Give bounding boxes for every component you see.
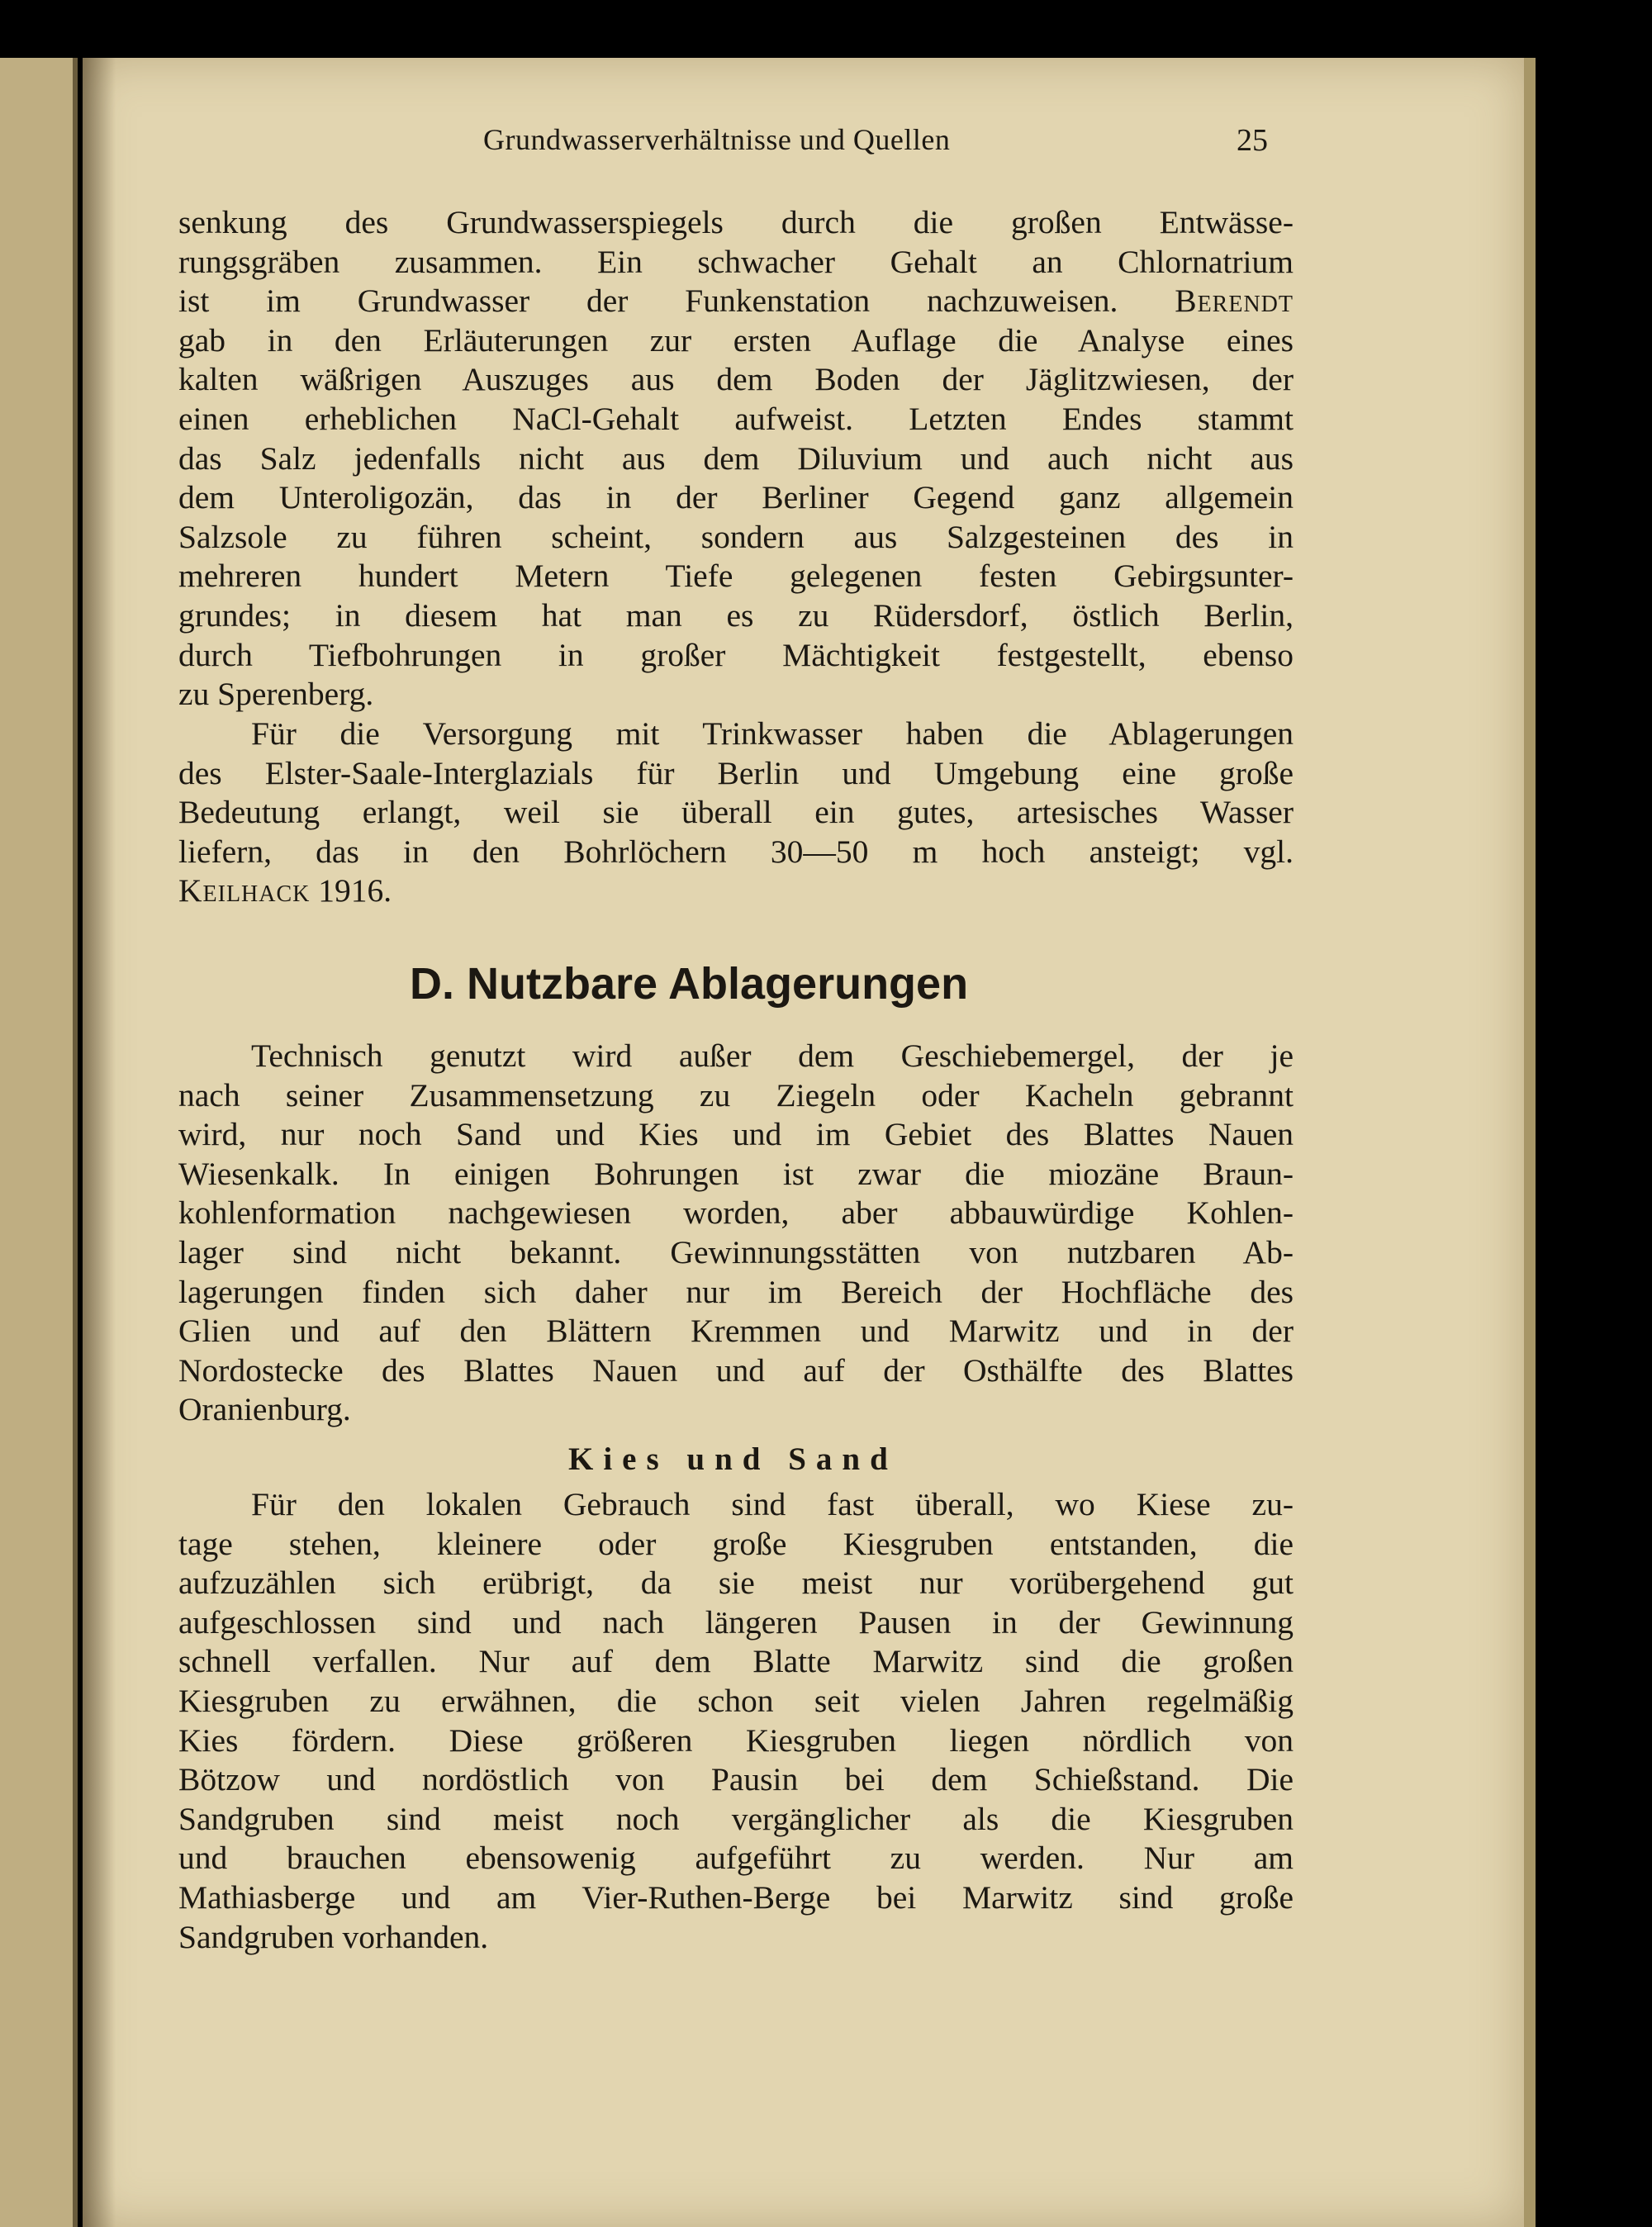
text-line: aufgeschlossen sind und nach längeren Pausen in der Gewinnung xyxy=(178,1603,1294,1641)
running-title: Grundwasserverhältnisse und Quellen xyxy=(483,123,951,156)
previous-page-edge xyxy=(0,58,78,2227)
paragraph-gravel-sand xyxy=(178,1485,1294,1957)
text-line: grundes; in diesem hat man es zu Rüdersdorf, östlich Berlin, xyxy=(178,596,1294,634)
paragraph-salt-origin xyxy=(178,203,1294,715)
spine-shadow xyxy=(83,58,116,2227)
text-line: einen erheblichen NaCl-Gehalt aufweist. Letzten Endes stammt xyxy=(178,400,1294,437)
text-line: zu Sperenberg. xyxy=(178,676,374,713)
text-line: aufzuzählen sich erübrigt, da sie meist nur vorübergehend gut xyxy=(178,1565,1294,1602)
text-line: kalten wäßrigen Auszuges aus dem Boden der Jäglitzwiesen, der xyxy=(178,361,1294,398)
text-line: nach seiner Zusammensetzung zu Ziegeln oder Kacheln gebrannt xyxy=(178,1076,1294,1114)
text-line-fragment: ist im Grundwasser der Funkenstation nachzuweisen. xyxy=(178,283,1118,320)
text-line: Kiesgruben zu erwähnen, die schon seit vielen Jahren regelmäßig xyxy=(178,1682,1294,1719)
text-line xyxy=(178,282,1294,321)
text-line: rungsgräben zusammen. Ein schwacher Gehalt an Chlornatrium xyxy=(178,243,1294,280)
citation-author: Keilhack xyxy=(178,872,311,909)
section-heading: D. Nutzbare Ablagerungen xyxy=(410,959,969,1009)
text-line: gab in den Erläuterungen zur ersten Auflage die Analyse eines xyxy=(178,321,1294,359)
text-line: Für die Versorgung mit Trinkwasser haben die Ablagerungen xyxy=(251,715,1294,752)
text-line: mehreren hundert Metern Tiefe gelegenen festen Gebirgsunter- xyxy=(178,558,1294,595)
text-line: durch Tiefbohrungen in großer Mächtigkeit festgestellt, ebenso xyxy=(178,636,1294,673)
text-line: schnell verfallen. Nur auf dem Blatte Marwitz sind die großen xyxy=(178,1643,1294,1680)
text-line: tage stehen, kleinere oder große Kiesgruben entstanden, die xyxy=(178,1525,1294,1562)
text-line: Nordostecke des Blattes Nauen und auf der Osthälfte des Blattes xyxy=(178,1351,1294,1389)
page-right-edge xyxy=(1524,58,1536,2227)
text-line: Wiesenkalk. In einigen Bohrungen ist zwar die miozäne Braun- xyxy=(178,1155,1294,1192)
text-line: Technisch genutzt wird außer dem Geschiebemergel, der je xyxy=(251,1038,1294,1074)
text-line: Oranienburg. xyxy=(178,1391,351,1428)
text-line xyxy=(178,871,1294,911)
text-line: dem Unteroligozän, das in der Berliner Gegend ganz allgemein xyxy=(178,479,1294,516)
text-line: Sandgruben vorhanden. xyxy=(178,1918,489,1955)
page-number: 25 xyxy=(1237,123,1268,158)
text-line: senkung des Grundwasserspiegels durch die großen Entwässe- xyxy=(178,204,1294,240)
author-name-berendt: Berendt xyxy=(1175,283,1294,320)
paragraph-usable-deposits xyxy=(178,1037,1294,1430)
text-line: Sandgruben sind meist noch vergänglicher als die Kiesgruben xyxy=(178,1800,1294,1837)
text-line: kohlenformation nachgewiesen worden, aber abbauwürdige Kohlen- xyxy=(178,1194,1294,1232)
text-line: Bötzow und nordöstlich von Pausin bei dem Schießstand. Die xyxy=(178,1761,1294,1798)
text-line: des Elster-Saale-Interglazials für Berlin und Umgebung eine große xyxy=(178,754,1294,791)
text-line: wird, nur noch Sand und Kies und im Gebiet des Blattes Nauen xyxy=(178,1116,1294,1153)
subsection-heading: Kies und Sand xyxy=(568,1441,898,1477)
text-line: liefern, das in den Bohrlöchern 30—50 m hoch ansteigt; vgl. xyxy=(178,833,1294,870)
text-line: Kies fördern. Diese größeren Kiesgruben liegen nördlich von xyxy=(178,1721,1294,1759)
text-line: und brauchen ebensowenig aufgeführt zu werden. Nur am xyxy=(178,1840,1294,1877)
text-line: lagerungen finden sich daher nur im Bereich der Hochfläche des xyxy=(178,1273,1294,1310)
text-line: Bedeutung erlangt, weil sie überall ein gutes, artesisches Wasser xyxy=(178,794,1294,831)
text-line: lager sind nicht bekannt. Gewinnungsstätten von nutzbaren Ab- xyxy=(178,1233,1294,1270)
paragraph-drinking-water xyxy=(178,715,1294,911)
text-line: Salzsole zu führen scheint, sondern aus Salzgesteinen des in xyxy=(178,518,1294,555)
text-line: Für den lokalen Gebrauch sind fast überall, wo Kiese zu- xyxy=(251,1486,1294,1522)
text-line: Glien und auf den Blättern Kremmen und Marwitz und in der xyxy=(178,1313,1294,1350)
citation-year: 1916. xyxy=(318,872,392,909)
text-line: das Salz jedenfalls nicht aus dem Diluvium und auch nicht aus xyxy=(178,439,1294,477)
text-line: Mathiasberge und am Vier-Ruthen-Berge bei Marwitz sind große xyxy=(178,1878,1294,1916)
